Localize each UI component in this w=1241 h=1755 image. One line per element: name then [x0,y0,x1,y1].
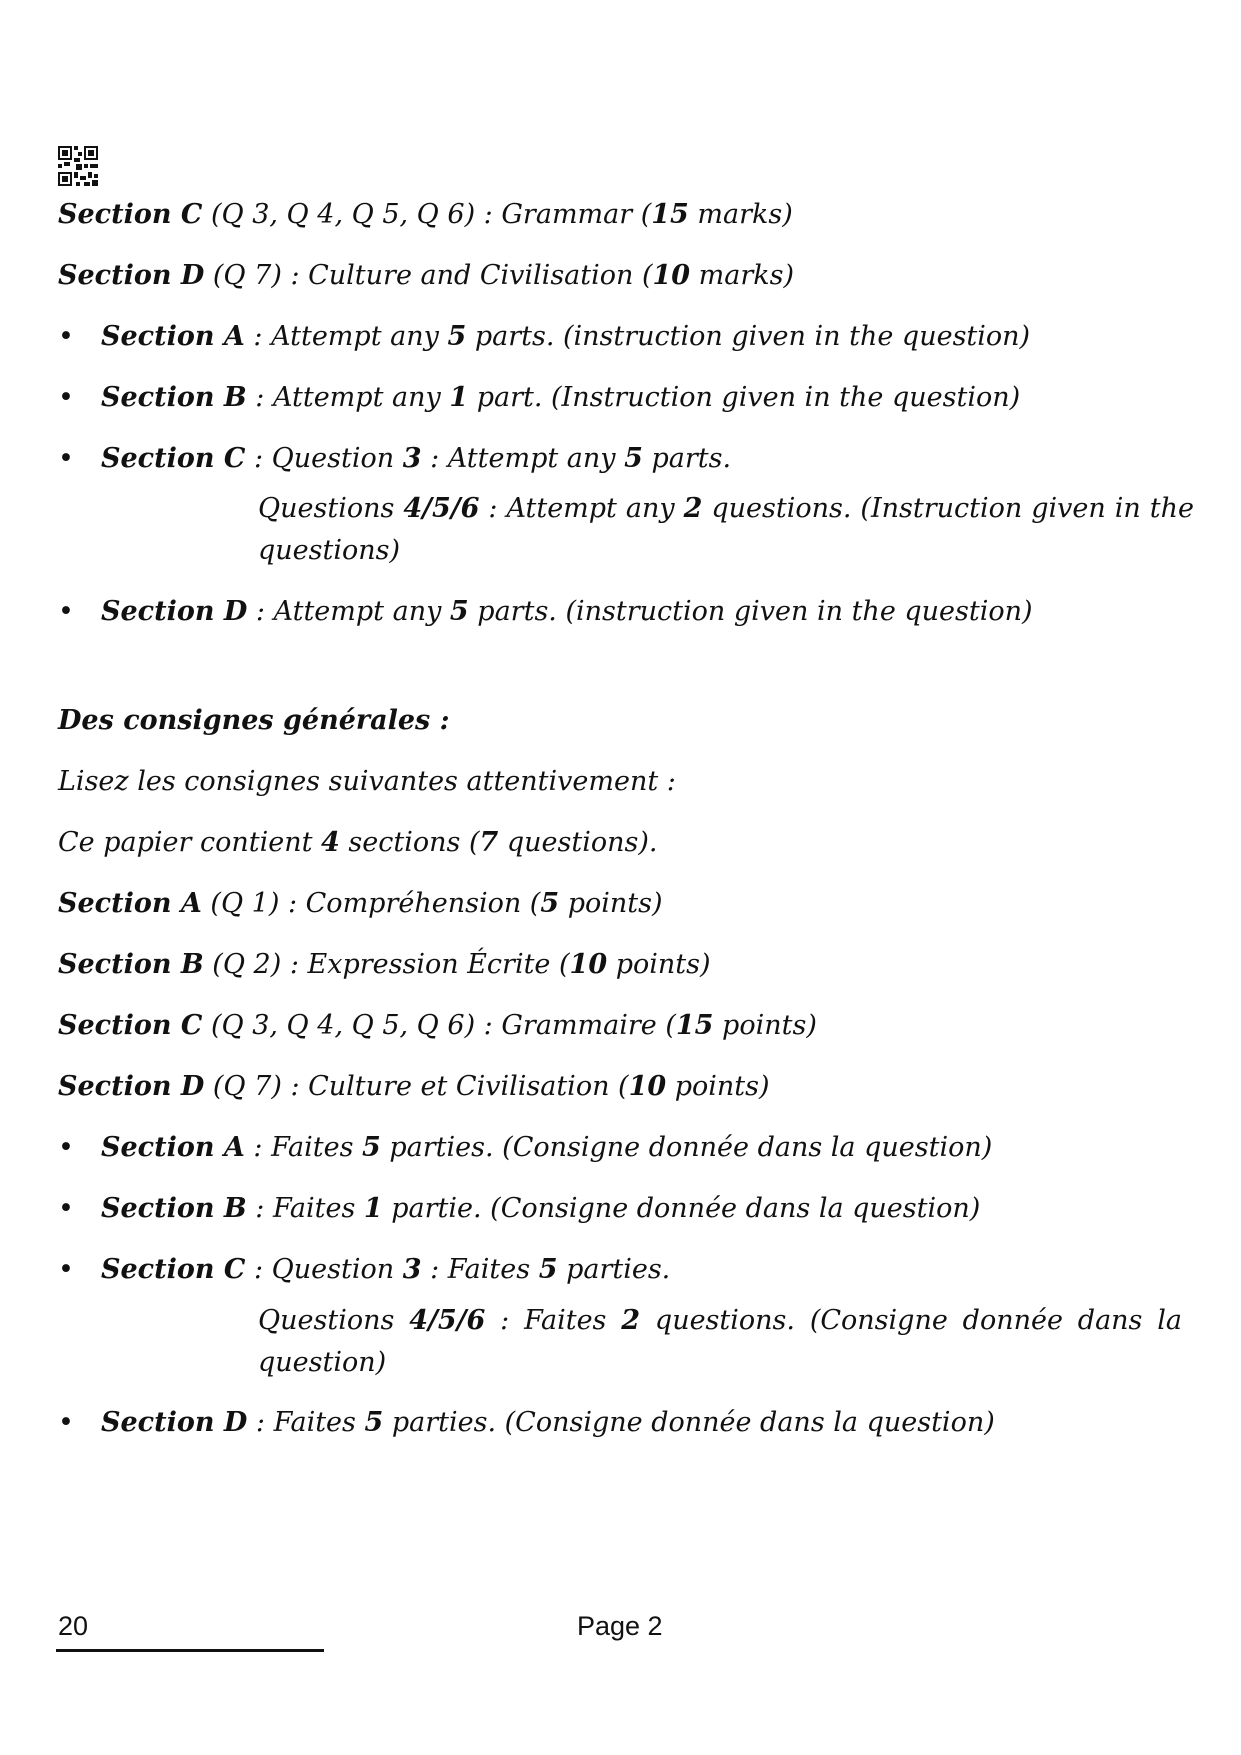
section-d-marks-line: Section D (Q 7) : Culture and Civilisation (10 marks) [58,260,795,291]
page-number: Page 2 [577,1611,663,1641]
french-intro: Lisez les consignes suivantes attentivement : [58,766,676,797]
section-label: Section D [58,260,205,291]
section-c-marks-line: Section C (Q 3, Q 4, Q 5, Q 6) : Grammar (15 marks) [58,199,793,230]
bullet-icon: • [58,1193,74,1224]
bullet-icon: • [58,443,74,474]
qr-code-icon [58,146,98,186]
french-paper-contains: Ce papier contient 4 sections (7 questions). [58,827,658,858]
paper-code: 20 [58,1611,89,1641]
french-section-line: Section B (Q 2) : Expression Écrite (10 points) [58,949,711,980]
sub-instruction: Questions 4/5/6 : Faites 2 questions. (Consigne donnée dans la question) [258,1305,1182,1378]
bullet-icon: • [58,382,74,413]
section-label: Section C [58,199,203,230]
bullet-icon: • [58,1407,74,1438]
footer-divider [56,1649,324,1652]
french-heading: Des consignes générales : [58,705,450,736]
bullet-icon: • [58,596,74,627]
bullet-icon: • [58,1254,74,1285]
sub-instruction: Questions 4/5/6 : Attempt any 2 questions. (Instruction given in the questions) [258,493,1194,566]
french-section-line: Section C (Q 3, Q 4, Q 5, Q 6) : Grammaire (15 points) [58,1010,817,1041]
bullet-icon: • [58,1132,74,1163]
bullet-icon: • [58,321,74,352]
french-section-line: Section D (Q 7) : Culture et Civilisation (10 points) [58,1071,770,1102]
french-section-line: Section A (Q 1) : Compréhension (5 points) [58,888,663,919]
